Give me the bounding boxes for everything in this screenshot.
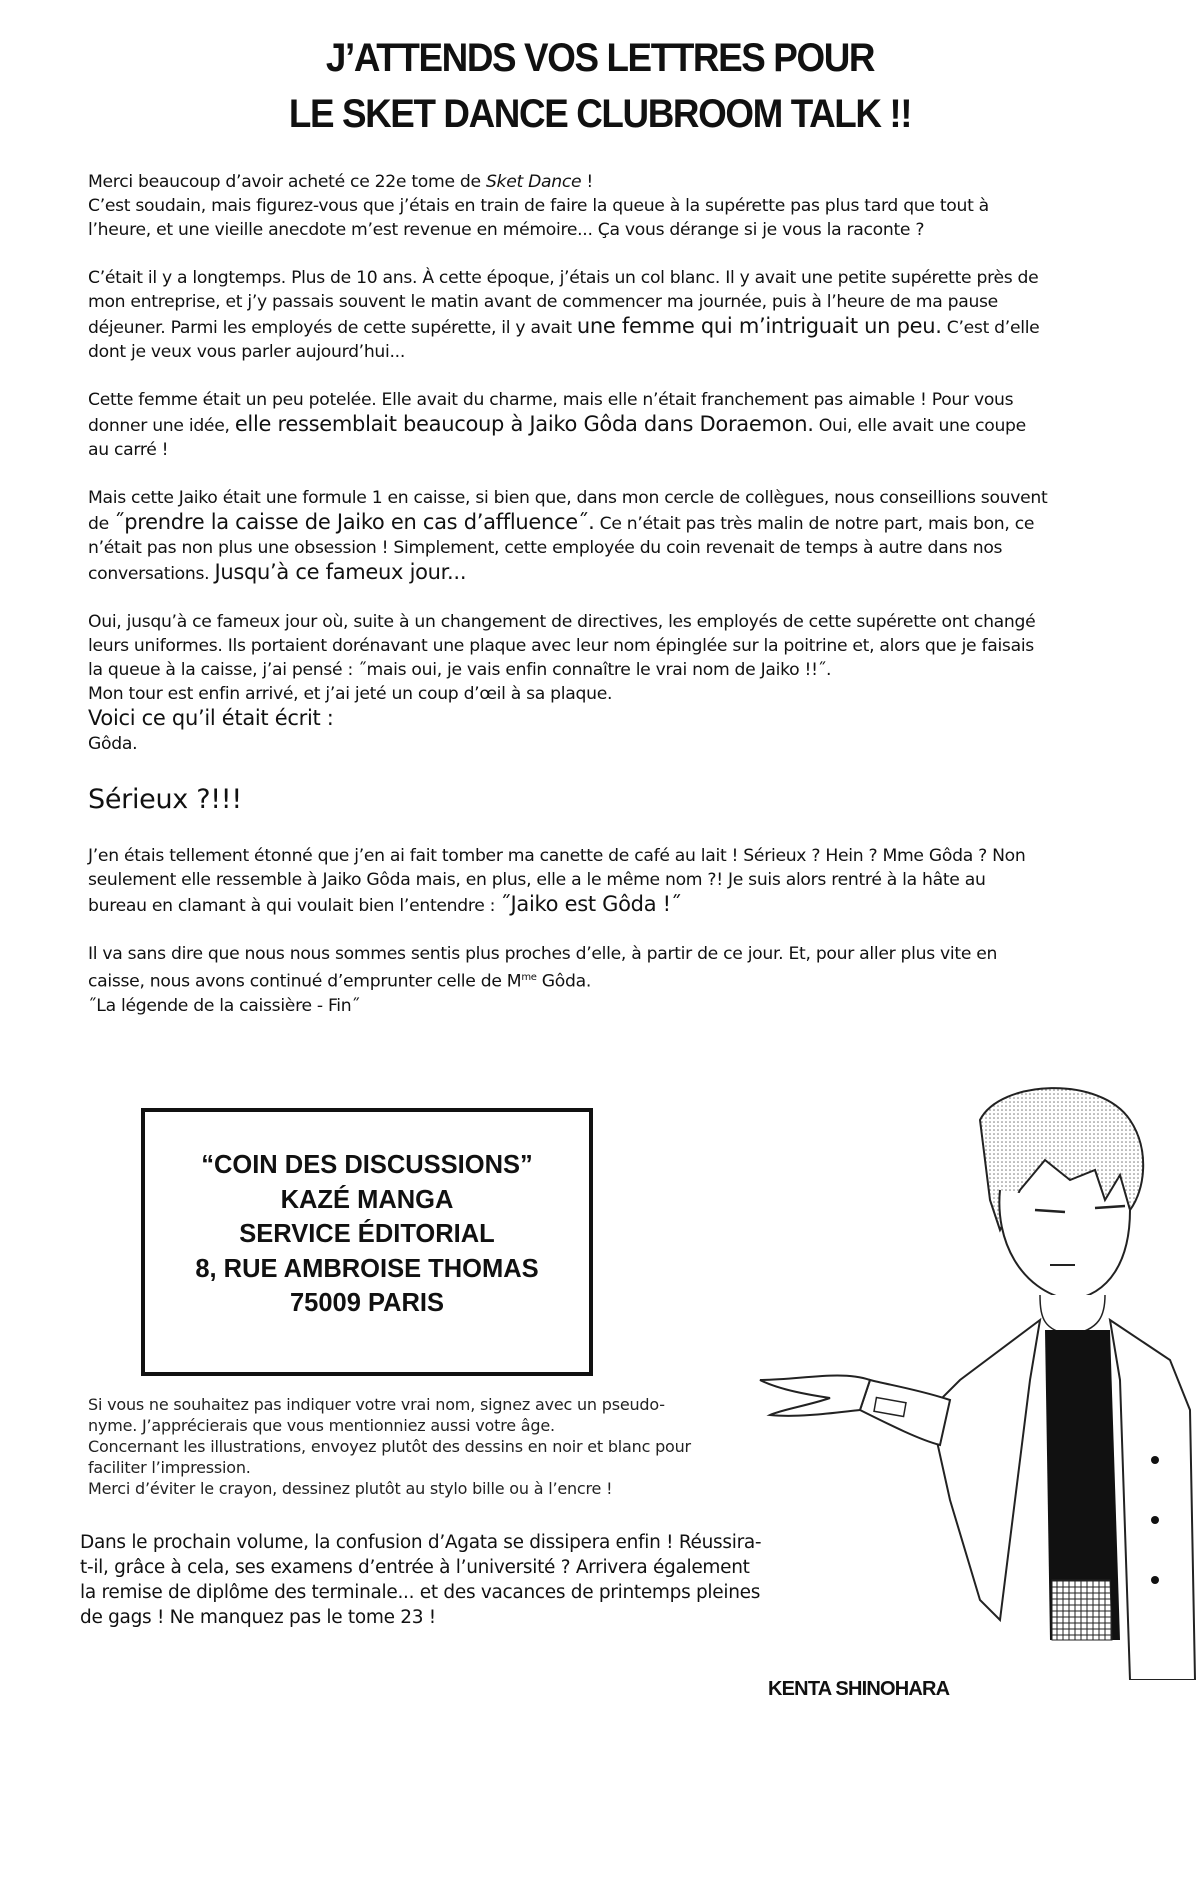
note-line-5: Merci d’éviter le crayon, dessinez plutôt au stylo bille ou à l’encre ! [88,1479,613,1498]
note-line-4: faciliter l’impression. [88,1458,251,1477]
p3-emphasis: elle ressemblait beaucoup à Jaiko Gôda dans Doraemon. [234,412,814,436]
paragraph-7 [88,942,1048,1018]
preview-line-1: Dans le prochain volume, la confusion d’Agata se dissipera enfin ! Réussira- [80,1532,762,1553]
series-title: Sket Dance [485,172,582,192]
preview-line-3: la remise de diplôme des terminale... et des vacances de printemps pleines [80,1582,761,1603]
p5-text-b: Mon tour est enfin arrivé, et j’ai jeté un coup d’œil à sa plaque. [88,684,613,704]
p1-text-b: ! [581,172,594,192]
open-hand [760,1376,870,1416]
p5-text-c: Gôda. [88,734,138,754]
title-line-1: J’ATTENDS VOS LETTRES POUR [325,36,875,80]
p2-emphasis: une femme qui m’intriguait un peu. [576,314,942,338]
p7-text-a: Il va sans dire que nous nous sommes sentis plus proches d’elle, à partir de ce jour. Et, pour aller plus vite en caisse, nous avons continué d’emprunter celle de M [88,944,998,992]
preview-line-2: t-il, grâce à cela, ses examens d’entrée à l’université ? Arrivera également [80,1557,750,1578]
letter-body [88,170,1048,1042]
paragraph-1 [88,170,1048,242]
author-signature: KENTA SHINOHARA [768,1678,950,1700]
address-line-2: KAZÉ MANGA [280,1185,454,1214]
p7-text-b: Gôda. [536,971,592,992]
p7-superscript: me [521,972,537,983]
paragraph-4 [88,486,1048,586]
p2-text-b: C’est d’elle dont je veux vous parler aujourd’hui... [88,318,1040,362]
paragraph-3 [88,388,1048,462]
preview-line-4: de gags ! Ne manquez pas le tome 23 ! [80,1607,436,1628]
page-title [48,30,1152,142]
p4-text-a: Mais cette Jaiko était une formule 1 en caisse, si bien que, dans mon cercle de collègues, nous conseillions souvent de [88,488,1048,534]
coat [930,1320,1040,1620]
p4-text-b: Ce n’était pas très malin de notre part, mais bon, ce n’était pas non plus une obsession ! Simplement, cette employée du coin revenait de temps à autre dans nos conversations. [88,514,1035,584]
paragraph-5 [88,610,1048,756]
paragraph-6 [88,844,1048,918]
p1-text-a: Merci beaucoup d’avoir acheté ce 22e tome de [88,172,486,192]
p6-text-a: J’en étais tellement étonné que j’en ai fait tomber ma canette de café au lait ! Sérieux ? Hein ? Mme Gôda ? Non seulement elle ressemble à Jaiko Gôda mais, en plus, elle a le même nom ?! Je suis alors rentré à la hâte au bureau en clamant à qui voulait bien l’entendre : [88,846,1026,916]
submission-notes [88,1394,768,1499]
p3-text-a: Cette femme était un peu potelée. Elle avait du charme, mais elle n’était franchement pas aimable ! Pour vous donner une idée, [88,390,1014,436]
address-line-4: 8, RUE AMBROISE THOMAS [195,1254,539,1283]
next-volume-preview [80,1530,780,1630]
exclamation: Sérieux ?!!! [88,784,242,815]
p1-text-c: C’est soudain, mais figurez-vous que j’étais en train de faire la queue à la supérette pas plus tard que tout à l’heure, et une vieille anecdote m’est revenue en mémoire... Ça vous dérange si je vous la raconte ? [88,196,989,240]
title-line-2: LE SKET DANCE CLUBROOM TALK !! [288,92,912,136]
note-line-1: Si vous ne souhaitez pas indiquer votre vrai nom, signez avec un pseudo- [88,1395,665,1414]
address-line-5: 75009 PARIS [289,1289,445,1317]
note-line-2: nyme. J’apprécierais que vous mentionniez aussi votre âge. [88,1416,555,1435]
p4-emphasis-2: Jusqu’à ce fameux jour... [214,560,467,584]
p5-text-a: Oui, jusqu’à ce fameux jour où, suite à un changement de directives, les employés de cette supérette ont changé leurs uniformes. Ils portaient dorénavant une plaque avec leur nom épinglée sur la poitrine et, alors que je faisais la queue à la caisse, j’ai pensé : ˝mais oui, je vais enfin connaître le vrai nom de Jaiko !!˝. [88,612,1036,680]
mailing-address-box [141,1108,593,1376]
p2-text-a: C’était il y a longtemps. Plus de 10 ans. À cette époque, j’étais un col blanc. Il y avait une petite supérette près de mon entreprise, et j’y passais souvent le matin avant de commencer ma journée, puis à l’heure de ma pause déjeuner. Parmi les employés de cette supérette, il y avait [88,268,1039,338]
p5-emphasis: Voici ce qu’il était écrit : [88,706,334,730]
p6-emphasis: ˝Jaiko est Gôda !˝ [500,892,681,916]
address-line-3: SERVICE ÉDITORIAL [239,1220,495,1248]
p7-text-c: ˝La légende de la caissière - Fin˝ [88,995,360,1016]
character-illustration [700,1080,1200,1680]
paragraph-2 [88,266,1048,364]
note-line-3: Concernant les illustrations, envoyez plutôt des dessins en noir et blanc pour [88,1437,691,1456]
address-line-1: “COIN DES DISCUSSIONS” [201,1151,533,1179]
p4-emphasis: ˝prendre la caisse de Jaiko en cas d’affluence˝. [114,510,595,534]
p3-text-b: Oui, elle avait une coupe au carré ! [88,416,1026,460]
